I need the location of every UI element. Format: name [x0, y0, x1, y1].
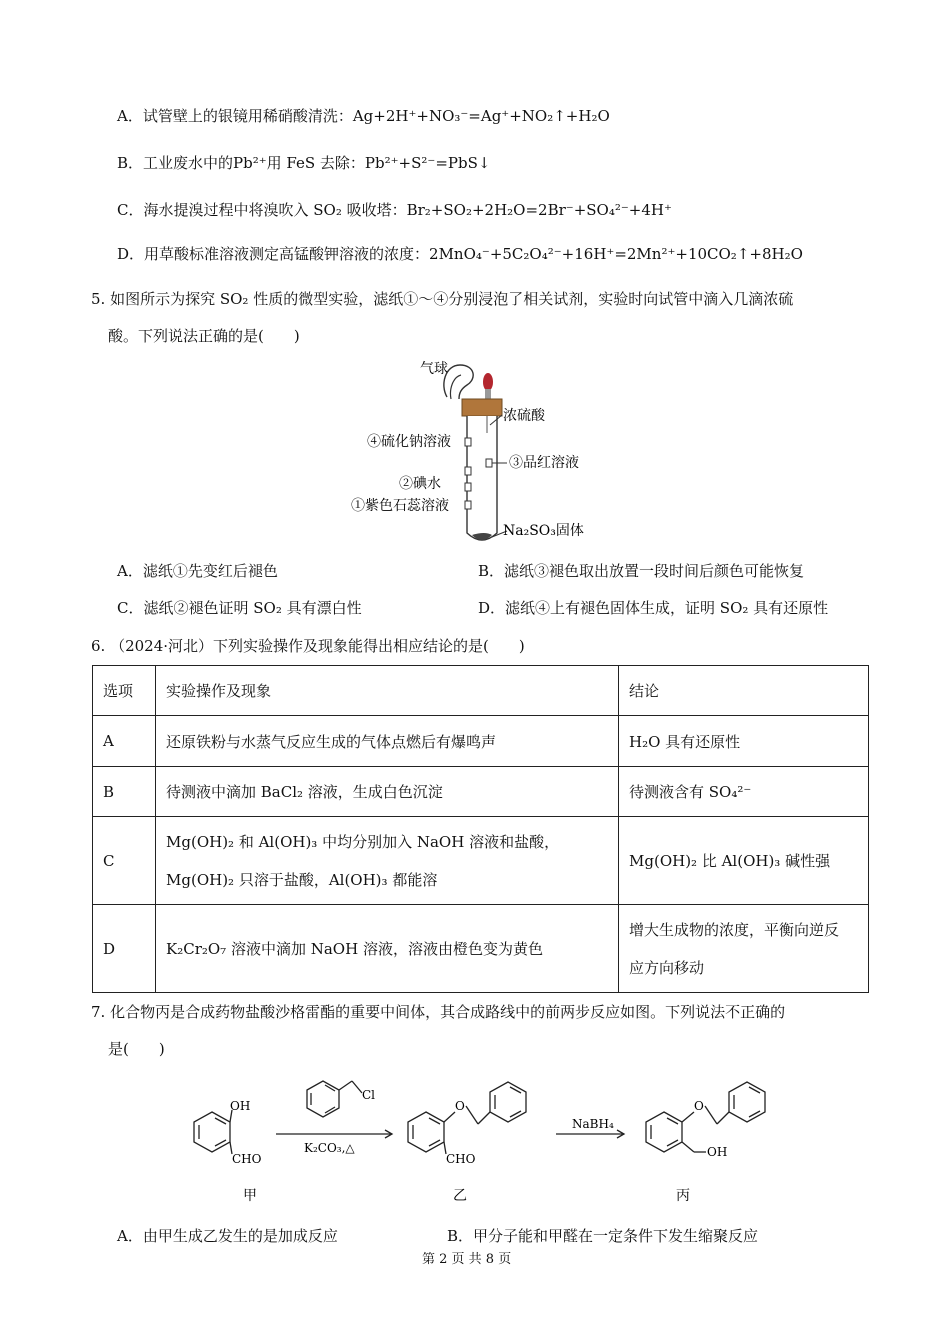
row-c-operation-line2: Mg(OH)₂ 只溶于盐酸，Al(OH)₃ 都能溶 — [166, 870, 438, 889]
jia-cho-label: CHO — [232, 1152, 262, 1166]
row-c-operation-line1: Mg(OH)₂ 和 Al(OH)₃ 中均分别加入 NaOH 溶液和盐酸， — [166, 832, 560, 851]
table-row — [93, 716, 869, 767]
q5-option-b: B．滤纸③褪色取出放置一段时间后颜色可能恢复 — [478, 562, 805, 580]
benzyl-cl-label: Cl — [362, 1088, 376, 1102]
table-row — [93, 817, 869, 905]
q7-stem-line2: 是( ) — [108, 1040, 165, 1058]
q5-option-a: A．滤纸①先变红后褪色 — [117, 562, 278, 580]
page-footer: 第 2 页 共 8 页 — [422, 1252, 512, 1267]
bing-oh-label: OH — [707, 1145, 728, 1159]
row-d-conclusion-line2: 应方向移动 — [629, 958, 705, 977]
table-row — [93, 905, 869, 993]
compound-bing-name: 丙 — [676, 1188, 690, 1204]
row-c-operation — [156, 817, 619, 905]
label-paper-1: ①紫色石蕊溶液 — [351, 498, 449, 514]
compound-jia-name: 甲 — [243, 1188, 257, 1204]
bing-o-label: O — [694, 1099, 704, 1113]
q7-option-b: B．甲分子能和甲醛在一定条件下发生缩聚反应 — [447, 1227, 759, 1245]
row-c-option: C — [93, 817, 156, 905]
q5-option-c: C．滤纸②褪色证明 SO₂ 具有漂白性 — [117, 599, 362, 617]
row-d-conclusion — [619, 905, 869, 993]
yi-cho-label: CHO — [446, 1152, 476, 1166]
q4-option-c: C．海水提溴过程中将溴吹入 SO₂ 吸收塔：Br₂+SO₂+2H₂O=2Br⁻+SO₄²⁻+4H⁺ — [117, 201, 672, 219]
label-balloon: 气球 — [420, 361, 448, 377]
label-paper-2: ②碘水 — [399, 476, 441, 492]
condition-k2co3: K₂CO₃,△ — [304, 1141, 355, 1155]
header-conclusion: 结论 — [619, 666, 869, 716]
condition-nabh4: NaBH₄ — [572, 1117, 614, 1131]
label-conc-sulfuric-acid: 浓硫酸 — [503, 408, 545, 424]
compound-yi-name: 乙 — [453, 1188, 467, 1204]
row-b-operation: 待测液中滴加 BaCl₂ 溶液，生成白色沉淀 — [156, 767, 619, 817]
q6-stem: 6. （2024·河北）下列实验操作及现象能得出相应结论的是( ) — [91, 637, 525, 655]
row-c-conclusion: Mg(OH)₂ 比 Al(OH)₃ 碱性强 — [619, 817, 869, 905]
q4-option-b: B．工业废水中的Pb²⁺用 FeS 去除：Pb²⁺+S²⁻=PbS↓ — [117, 154, 491, 172]
table-header-row — [93, 666, 869, 716]
row-d-conclusion-line1: 增大生成物的浓度，平衡向逆反 — [629, 920, 840, 939]
yi-o-label: O — [455, 1099, 465, 1113]
row-d-option: D — [93, 905, 156, 993]
label-paper-4: ④硫化钠溶液 — [367, 434, 451, 450]
q5-stem-line2: 酸。下列说法正确的是( ) — [108, 327, 300, 345]
row-a-operation: 还原铁粉与水蒸气反应生成的气体点燃后有爆鸣声 — [156, 716, 619, 767]
q4-option-a: A．试管壁上的银镜用稀硝酸清洗：Ag+2H⁺+NO₃⁻=Ag⁺+NO₂↑+H₂O — [117, 107, 610, 125]
q7-option-a: A．由甲生成乙发生的是加成反应 — [117, 1227, 338, 1245]
row-a-option: A — [93, 716, 156, 767]
q4-option-d: D．用草酸标准溶液测定高锰酸钾溶液的浓度：2MnO₄⁻+5C₂O₄²⁻+16H⁺=2Mn²⁺+10CO₂↑+8H₂O — [117, 245, 803, 263]
jia-oh-label: OH — [230, 1099, 251, 1113]
header-operation: 实验操作及现象 — [156, 666, 619, 716]
table-row — [93, 767, 869, 817]
row-b-option: B — [93, 767, 156, 817]
q5-option-d: D．滤纸④上有褪色固体生成，证明 SO₂ 具有还原性 — [478, 599, 829, 617]
row-b-conclusion: 待测液含有 SO₄²⁻ — [619, 767, 869, 817]
q5-stem-line1: 5. 如图所示为探究 SO₂ 性质的微型实验，滤纸①～④分别浸泡了相关试剂，实验时向试管中滴入几滴浓硫 — [91, 290, 794, 308]
label-na2so3-solid: Na₂SO₃固体 — [503, 523, 584, 539]
label-paper-3: ③品红溶液 — [509, 455, 579, 471]
q6-table — [92, 665, 869, 993]
row-d-operation: K₂Cr₂O₇ 溶液中滴加 NaOH 溶液，溶液由橙色变为黄色 — [156, 905, 619, 993]
q7-stem-line1: 7. 化合物丙是合成药物盐酸沙格雷酯的重要中间体，其合成路线中的前两步反应如图。下列说法不正确的 — [91, 1003, 786, 1021]
q7-reaction-scheme — [170, 1072, 800, 1212]
q5-test-tube-figure — [345, 355, 605, 550]
header-option: 选项 — [93, 666, 156, 716]
row-a-conclusion: H₂O 具有还原性 — [619, 716, 869, 767]
